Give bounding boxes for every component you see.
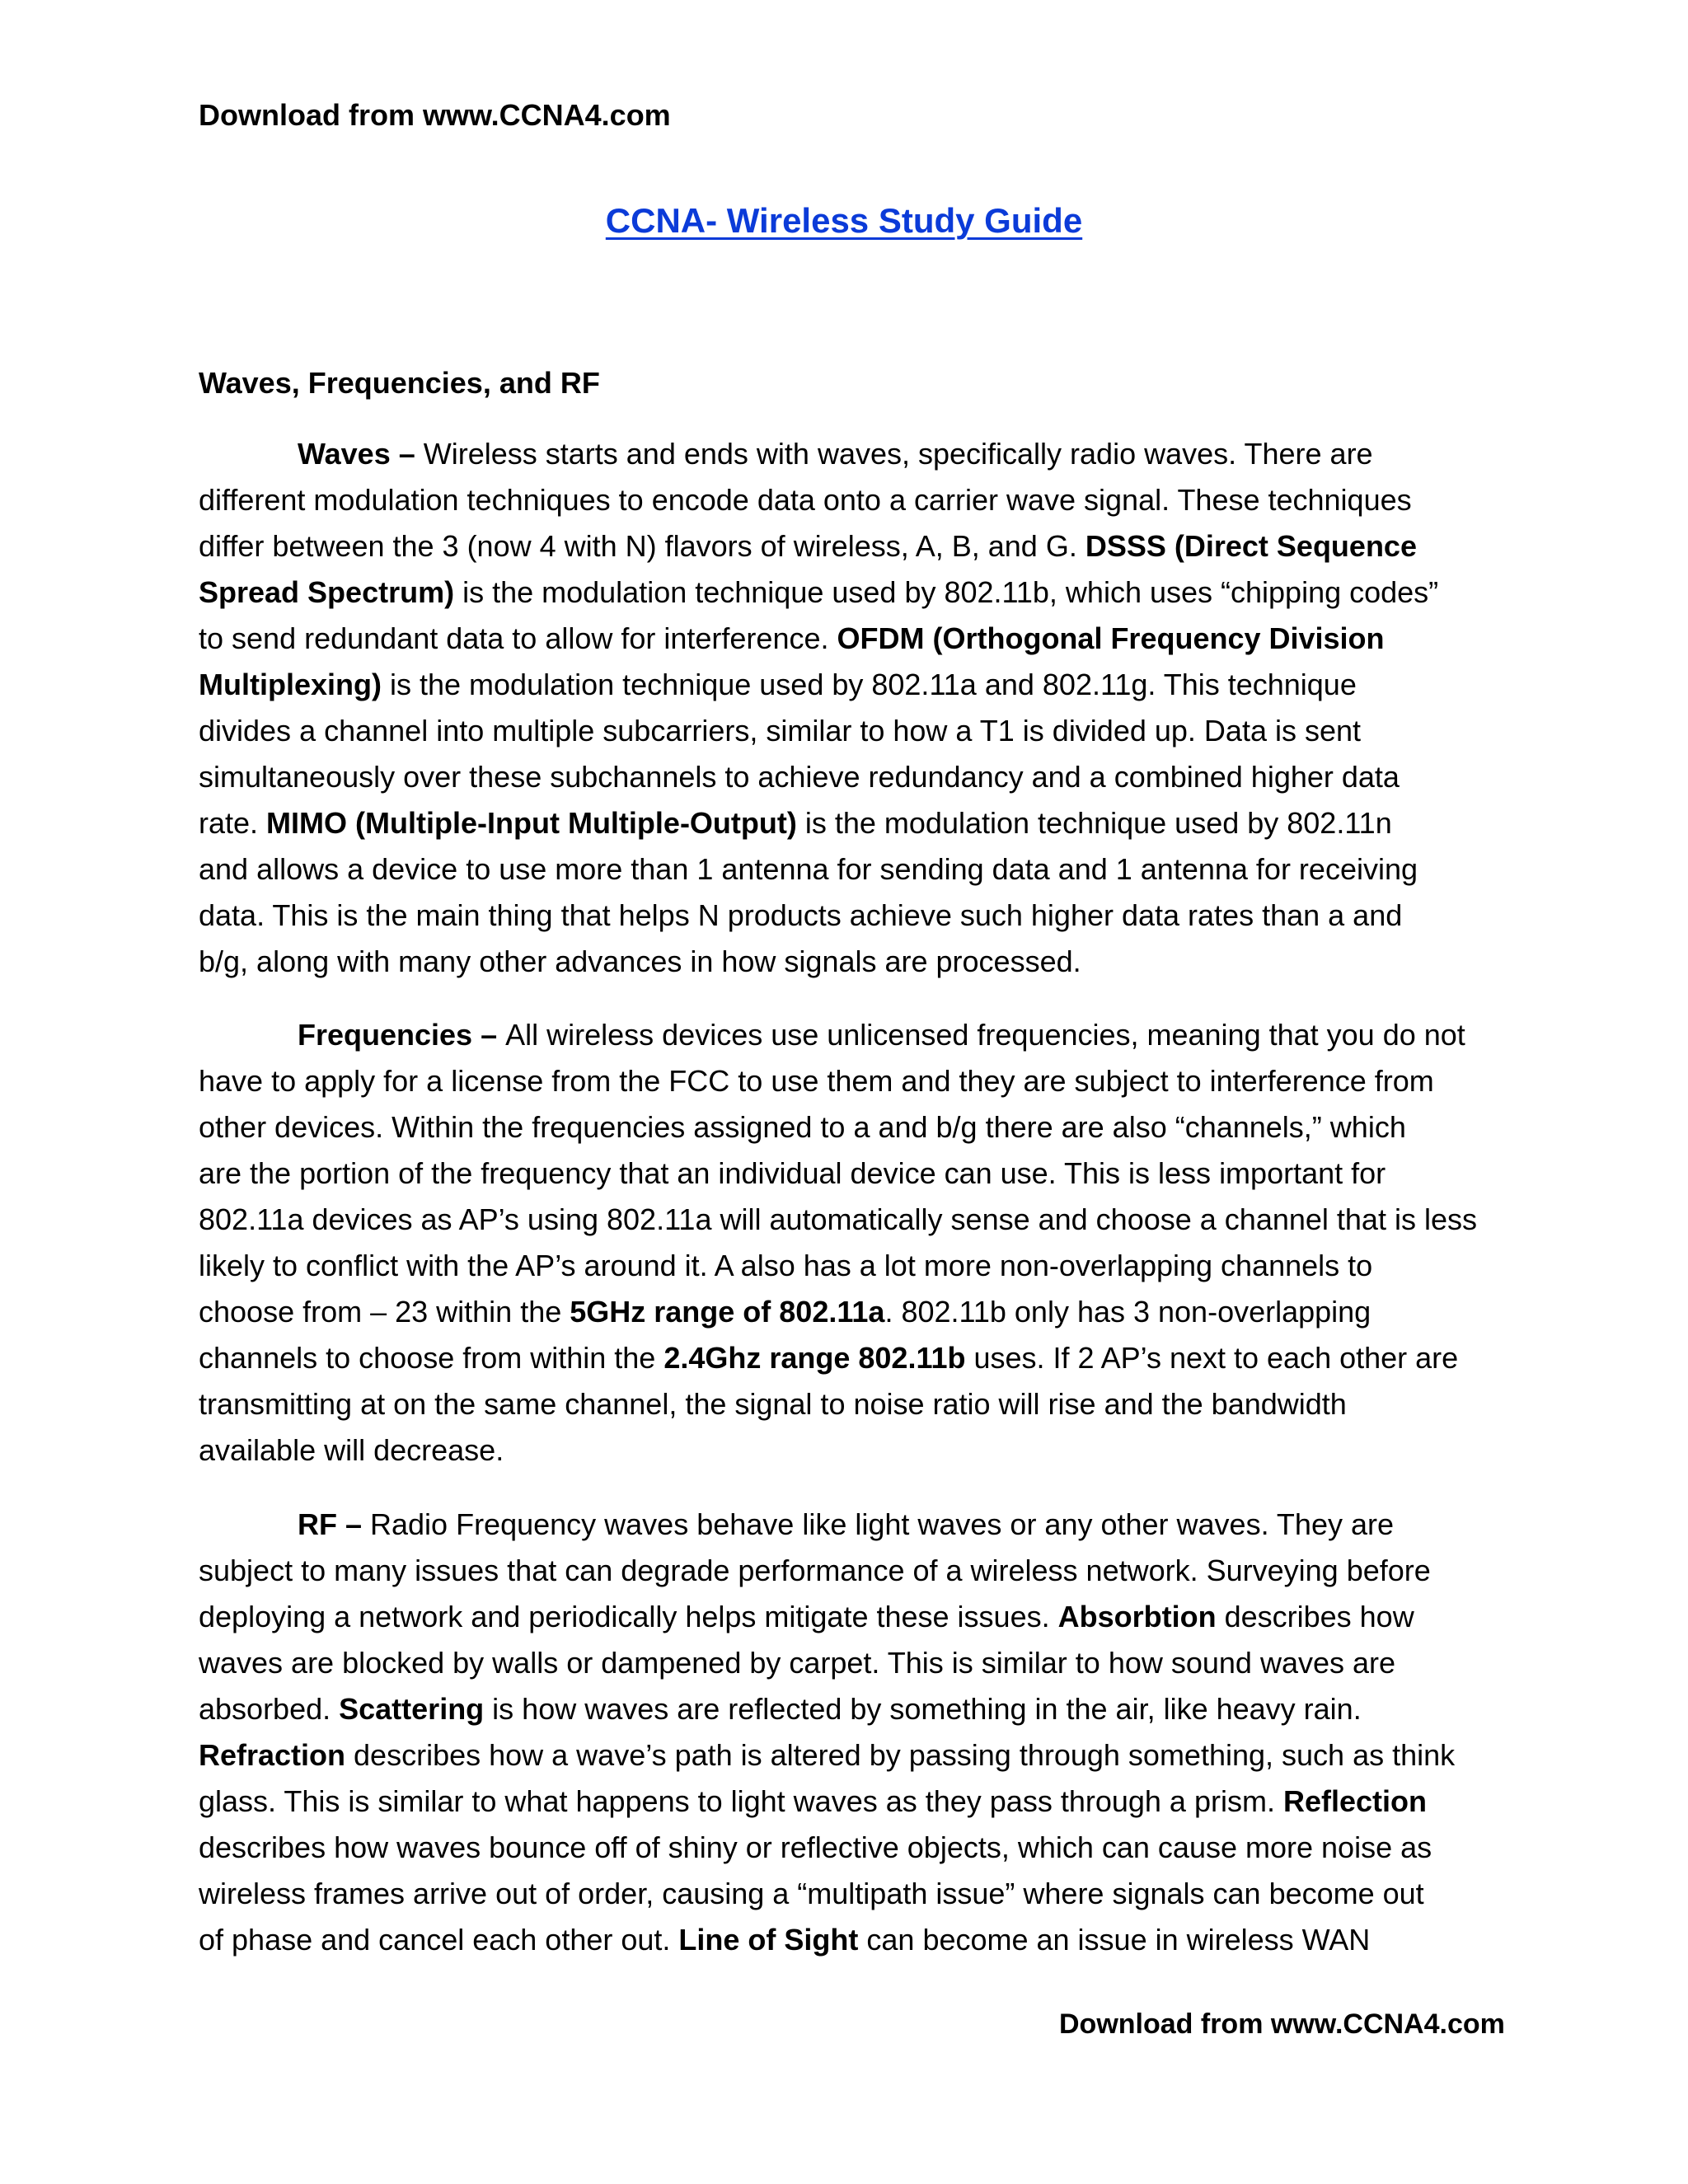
paragraph-line [199,1058,1493,1104]
body-text: absorbed. [199,1692,340,1726]
paragraph-line [199,708,1493,754]
section-heading: Waves, Frequencies, and RF [199,366,600,400]
paragraph-line [199,1825,1493,1871]
body-text: Wireless starts and ends with waves, specifically radio waves. There are [423,437,1373,471]
paragraph-line [199,1640,1493,1686]
paragraph-rf [199,1502,1493,1963]
body-text: is the modulation technique used by 802.11a and 802.11g. This technique [381,668,1357,701]
body-text: 802.11a devices as AP’s using 802.11a will automatically sense and choose a channel that is less [199,1202,1477,1236]
body-text: choose from – 23 within the [199,1295,570,1329]
paragraph-line [199,431,1493,477]
body-text: data. This is the main thing that helps N products achieve such higher data rates than a and [199,898,1403,932]
body-text: glass. This is similar to what happens to light waves as they pass through a prism. [199,1784,1283,1818]
body-text: have to apply for a license from the FCC to use them and they are subject to interference from [199,1064,1434,1098]
body-text: to send redundant data to allow for interference. [199,621,837,655]
body-text: Radio Frequency waves behave like light waves or any other waves. They are [370,1507,1394,1541]
paragraph-line [199,800,1493,846]
paragraph-line [199,893,1493,939]
body-text: waves are blocked by walls or dampened by carpet. This is similar to how sound waves are [199,1646,1396,1680]
bold-term: DSSS (Direct Sequence [1085,529,1417,563]
bold-term: Reflection [1282,1784,1427,1818]
body-text: other devices. Within the frequencies assigned to a and b/g there are also “channels,” which [199,1110,1406,1144]
footer-download-note: Download from www.CCNA4.com [1059,2008,1505,2040]
paragraph-line [199,569,1493,616]
paragraph-line [199,1289,1493,1335]
bold-term: RF – [298,1507,371,1541]
body-text: . 802.11b only has 3 non-overlapping [884,1295,1372,1329]
paragraph-line [199,1732,1493,1779]
paragraph-line [199,1917,1493,1963]
paragraph-line [199,939,1493,985]
body-text: transmitting at on the same channel, the signal to noise ratio will rise and the bandwidth [199,1387,1347,1421]
body-text: channels to choose from within the [199,1341,664,1375]
body-text: differ between the 3 (now 4 with N) flavors of wireless, A, B, and G. [199,529,1085,563]
bold-term: OFDM (Orthogonal Frequency Division [837,621,1385,655]
bold-term: Absorbtion [1057,1600,1217,1633]
paragraph-line [199,1197,1493,1243]
body-text: likely to conflict with the AP’s around it. A also has a lot more non-overlapping channels to [199,1249,1373,1282]
paragraph-line [199,616,1493,662]
bold-term: 5GHz range of 802.11a [570,1295,885,1329]
body-text: can become an issue in wireless WAN [858,1923,1371,1957]
paragraph-line [199,1871,1493,1917]
body-text: divides a channel into multiple subcarriers, similar to how a T1 is divided up. Data is sent [199,714,1362,748]
bold-term: 2.4Ghz range 802.11b [663,1341,966,1375]
paragraph-line [199,1548,1493,1594]
bold-term: Waves – [298,437,424,471]
body-text: subject to many issues that can degrade performance of a wireless network. Surveying before [199,1554,1431,1587]
body-text: is the modulation technique used by 802.11n [796,806,1392,840]
paragraph-line [199,1502,1493,1548]
body-text: is the modulation technique used by 802.11b, which uses “chipping codes” [454,575,1439,609]
body-text: All wireless devices use unlicensed frequencies, meaning that you do not [505,1018,1465,1052]
body-text: is how waves are reflected by something in the air, like heavy rain. [484,1692,1362,1726]
body-text: deploying a network and periodically helps mitigate these issues. [199,1600,1058,1633]
paragraph-waves [199,431,1493,985]
body-text: simultaneously over these subchannels to achieve redundancy and a combined higher data [199,760,1400,794]
paragraph-frequencies [199,1012,1493,1474]
body-text: b/g, along with many other advances in how signals are processed. [199,944,1081,978]
body-text: describes how a wave’s path is altered by passing through something, such as think [345,1738,1456,1772]
paragraph-line [199,1427,1493,1474]
body-text: and allows a device to use more than 1 antenna for sending data and 1 antenna for receiving [199,852,1418,886]
paragraph-line [199,1243,1493,1289]
body-text: uses. If 2 AP’s next to each other are [965,1341,1459,1375]
bold-term: MIMO (Multiple-Input Multiple-Output) [266,806,797,840]
paragraph-line [199,846,1493,893]
paragraph-line [199,1594,1493,1640]
paragraph-line [199,1104,1493,1151]
bold-term: Frequencies – [298,1018,506,1052]
paragraph-line [199,662,1493,708]
bold-term: Spread Spectrum) [199,575,455,609]
paragraph-line [199,477,1493,523]
bold-term: Refraction [199,1738,346,1772]
body-text: different modulation techniques to encode data onto a carrier wave signal. These techniques [199,483,1412,517]
body-text: of phase and cancel each other out. [199,1923,679,1957]
body-text: wireless frames arrive out of order, causing a “multipath issue” where signals can become out [199,1877,1424,1910]
paragraph-line [199,1779,1493,1825]
bold-term: Scattering [339,1692,485,1726]
document-title-link[interactable]: CCNA- Wireless Study Guide [605,201,1083,240]
body-text: are the portion of the frequency that an individual device can use. This is less important for [199,1156,1386,1190]
paragraph-line [199,523,1493,569]
body-text: describes how [1216,1600,1414,1633]
bold-term: Multiplexing) [199,668,382,701]
paragraph-line [199,1381,1493,1427]
paragraph-line [199,1686,1493,1732]
header-download-note: Download from www.CCNA4.com [199,98,671,132]
paragraph-line [199,1335,1493,1381]
paragraph-line [199,1012,1493,1058]
body-text: available will decrease. [199,1433,504,1467]
paragraph-line [199,754,1493,800]
body-text: rate. [199,806,267,840]
paragraph-line [199,1151,1493,1197]
body-text: describes how waves bounce off of shiny or reflective objects, which can cause more noise as [199,1830,1432,1864]
bold-term: Line of Sight [678,1923,859,1957]
